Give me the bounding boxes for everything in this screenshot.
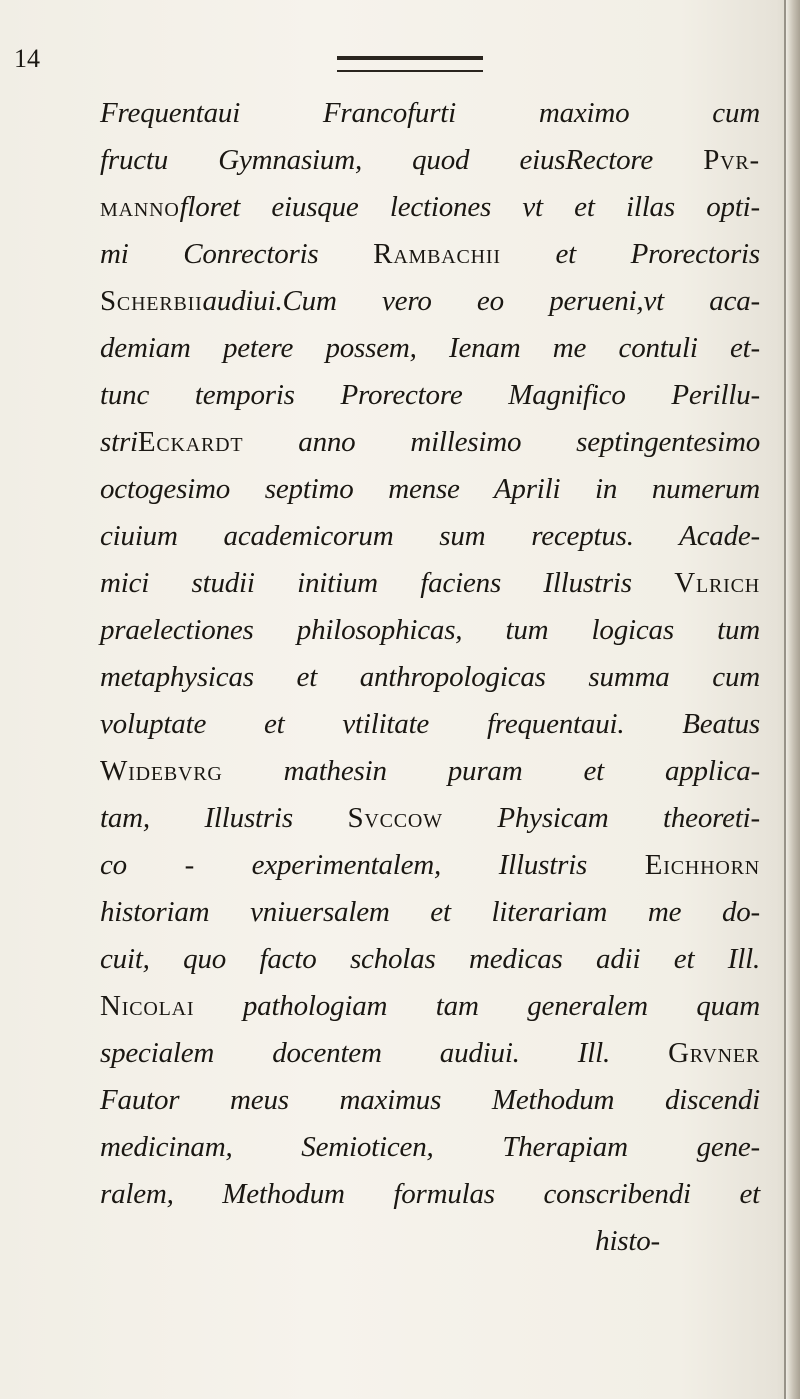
text-line <box>100 1124 760 1171</box>
text-line <box>100 466 760 513</box>
proper-name: Widebvrg <box>100 755 223 787</box>
text-line <box>100 1171 760 1218</box>
text-line <box>100 607 760 654</box>
text-segment: histo- <box>595 1225 660 1257</box>
proper-name: Grvner <box>668 1037 760 1069</box>
text-segment: praelectiones philosophicas, tum logicas tum <box>100 614 760 646</box>
page-number: 14 <box>14 44 40 73</box>
text-line <box>100 419 760 466</box>
proper-name: Pvr- <box>703 144 760 176</box>
text-segment: ciuium academicorum sum receptus. Acade- <box>100 520 760 552</box>
page-edge-line <box>784 0 786 1399</box>
header-ornament-rule <box>337 56 483 60</box>
text-segment: historiam vniuersalem et literariam me do- <box>100 896 760 928</box>
text-line <box>100 1218 760 1265</box>
proper-name: Nicolai <box>100 990 195 1022</box>
text-segment: octogesimo septimo mense Aprili in numerum <box>100 473 760 505</box>
proper-name: Svccow <box>347 802 443 834</box>
text-segment: tam, Illustris <box>100 802 348 834</box>
text-line <box>100 889 760 936</box>
text-line <box>100 795 760 842</box>
text-segment: metaphysicas et anthropologicas summa cum <box>100 661 760 693</box>
text-segment: medicinam, Semioticen, Therapiam gene- <box>100 1131 760 1163</box>
text-segment: Frequentaui Francofurti maximo cum <box>100 97 760 129</box>
page-edge-shadow <box>786 0 800 1399</box>
text-line <box>100 560 760 607</box>
text-line <box>100 137 760 184</box>
text-segment: co - experimentalem, Illustris <box>100 849 645 881</box>
text-segment: mathesin puram et applica- <box>222 755 760 787</box>
text-line <box>100 1030 760 1077</box>
text-line <box>100 842 760 889</box>
proper-name: Eckardt <box>137 426 244 458</box>
text-line <box>100 231 760 278</box>
text-line <box>100 90 760 137</box>
text-line <box>100 278 760 325</box>
text-segment: pathologiam tam generalem quam <box>194 990 760 1022</box>
text-segment: et Prorectoris <box>500 238 760 270</box>
text-segment: specialem docentem audiui. Ill. <box>100 1037 669 1069</box>
proper-name: Vlrich <box>674 567 760 599</box>
text-segment: mici studii initium faciens Illustris <box>100 567 675 599</box>
proper-name: Scherbii <box>100 285 203 317</box>
proper-name: Rambachii <box>373 238 501 270</box>
text-line <box>100 372 760 419</box>
proper-name: manno <box>100 191 180 223</box>
text-line <box>100 983 760 1030</box>
text-line <box>100 748 760 795</box>
text-segment: ralem, Methodum formulas conscribendi et <box>100 1178 760 1210</box>
text-segment: stri <box>100 426 138 458</box>
text-line <box>100 513 760 560</box>
text-line <box>100 325 760 372</box>
header-ornament-rule-thin <box>337 70 483 72</box>
text-segment: cuit, quo facto scholas medicas adii et Ill. <box>100 943 760 975</box>
text-line <box>100 701 760 748</box>
text-segment: floret eiusque lectiones vt et illas opti- <box>179 191 760 223</box>
text-segment: voluptate et vtilitate frequentaui. Beatus <box>100 708 760 740</box>
text-segment: demiam petere possem, Ienam me contuli et- <box>100 332 760 364</box>
text-line <box>100 654 760 701</box>
text-segment: tunc temporis Prorectore Magnifico Perillu- <box>100 379 760 411</box>
text-line <box>100 936 760 983</box>
body-text <box>100 90 760 1265</box>
text-segment: fructu Gymnasium, quod eiusRectore <box>100 144 704 176</box>
text-segment: audiui.Cum vero eo perueni,vt aca- <box>202 285 760 317</box>
text-segment: anno millesimo septingentesimo <box>243 426 760 458</box>
text-line <box>100 184 760 231</box>
text-segment: Fautor meus maximus Methodum discendi <box>100 1084 760 1116</box>
text-line <box>100 1077 760 1124</box>
proper-name: Eichhorn <box>644 849 760 881</box>
text-segment: mi Conrectoris <box>100 238 374 270</box>
text-segment: Physicam theoreti- <box>442 802 760 834</box>
